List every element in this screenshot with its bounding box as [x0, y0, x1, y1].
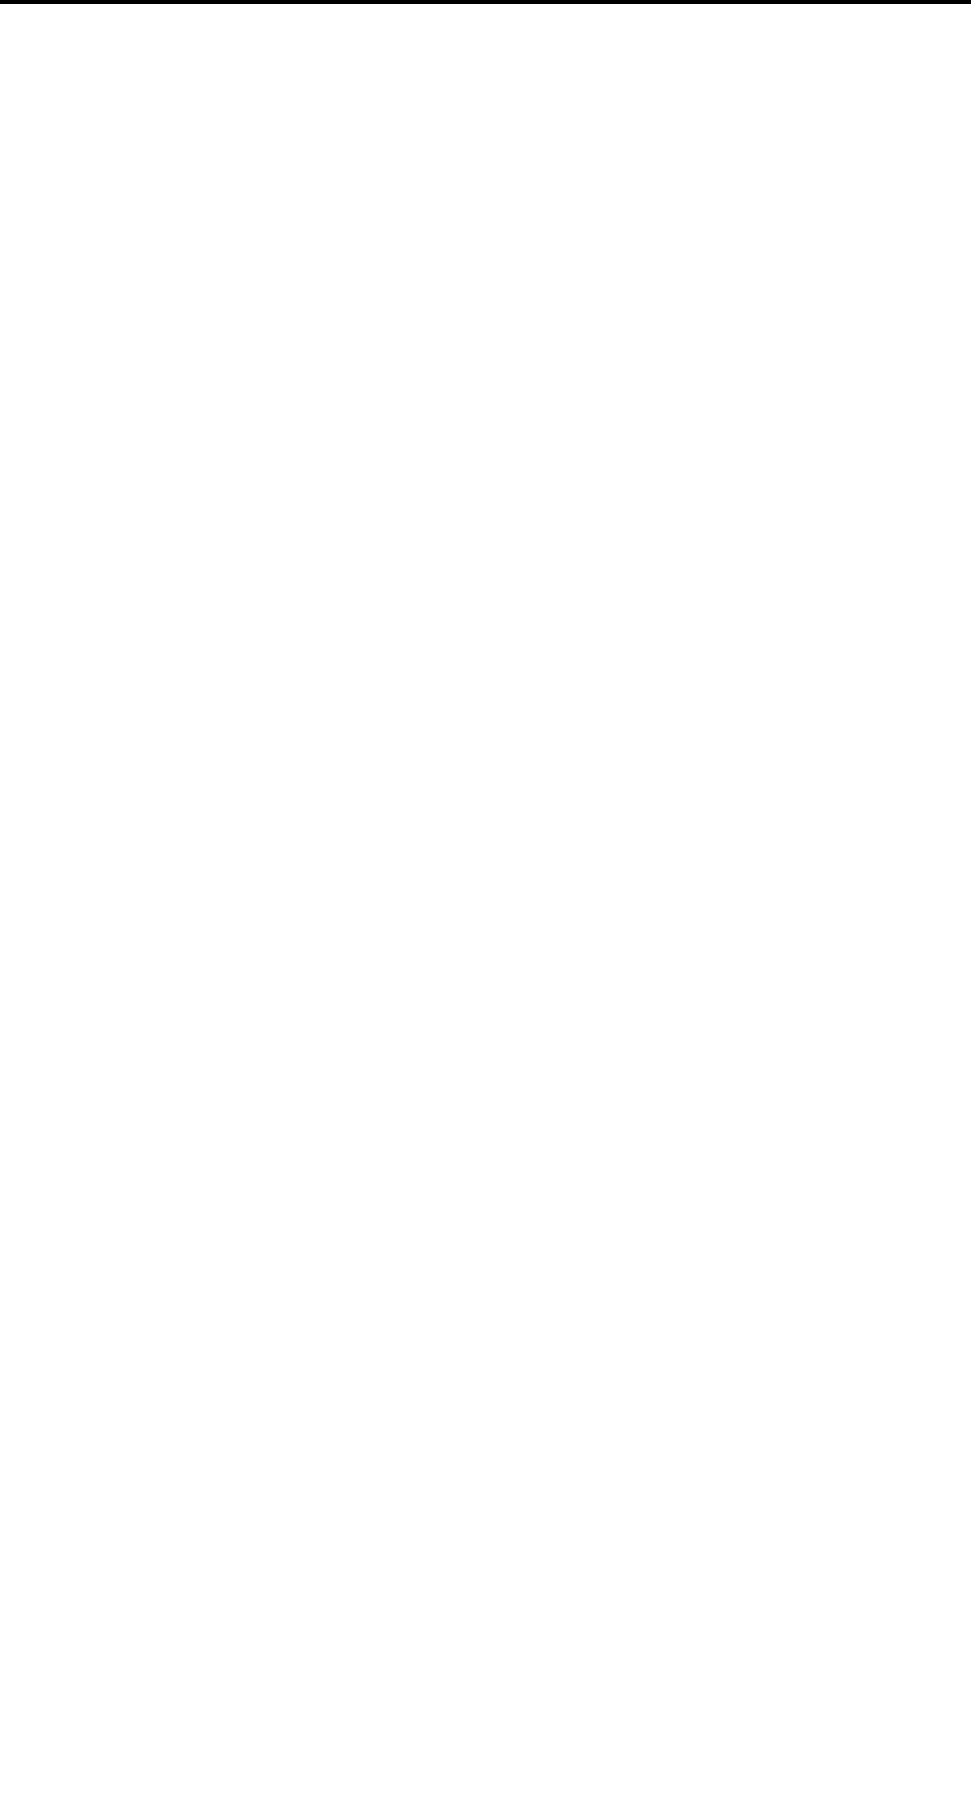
spec-table — [0, 0, 971, 4]
